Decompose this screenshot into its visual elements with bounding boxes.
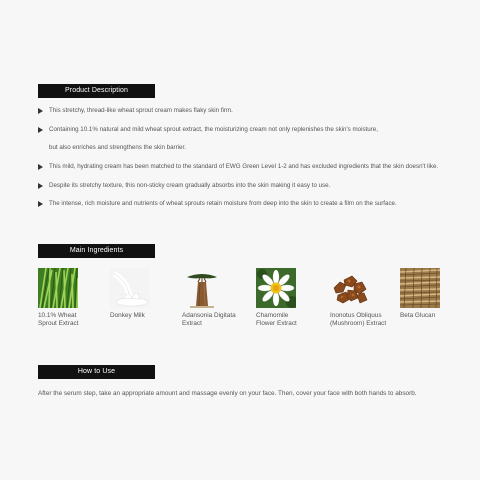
ingredient-list bbox=[38, 268, 478, 338]
description-bullet bbox=[38, 126, 378, 152]
bullet-text: Containing 10.1% natural and mild wheat sprout extract, the moisturizing cream not only replenishes the skin's moisture, bbox=[49, 126, 378, 133]
triangle-bullet-icon bbox=[38, 201, 43, 207]
ingredient-item bbox=[182, 268, 252, 328]
ingredient-item bbox=[400, 268, 470, 320]
bullet-text: The intense, rich moisture and nutrients of wheat sprouts retain moisture from deep into the skin to create a film on the surface. bbox=[49, 200, 397, 207]
wheat-sprout-icon bbox=[38, 268, 78, 308]
triangle-bullet-icon bbox=[38, 108, 43, 114]
ingredient-name: Beta Glucan bbox=[400, 312, 436, 319]
description-bullet bbox=[38, 163, 438, 171]
product-description-header: Product Description bbox=[38, 84, 155, 98]
how-to-use-header: How to Use bbox=[38, 365, 155, 379]
how-to-use-text: After the serum step, take an appropriate amount and massage evenly on your face. Then, cover your face with both hands to absorb. bbox=[38, 390, 417, 397]
ingredient-item bbox=[256, 268, 326, 328]
baobab-tree-icon bbox=[182, 268, 222, 308]
ingredient-item bbox=[110, 268, 180, 320]
ingredient-name: 10.1% Wheat Sprout Extract bbox=[38, 312, 79, 327]
milk-splash-icon bbox=[110, 268, 150, 308]
chaga-mushroom-icon bbox=[330, 268, 370, 308]
chamomile-flower-icon bbox=[256, 268, 296, 308]
bullet-text: This stretchy, thread-like wheat sprout cream makes flaky skin firm. bbox=[49, 107, 233, 114]
description-bullet bbox=[38, 200, 397, 208]
description-bullet bbox=[38, 107, 233, 115]
ingredient-name: Inonotus Obliquus (Mushroom) Extract bbox=[330, 312, 387, 327]
ingredient-item bbox=[38, 268, 108, 328]
ingredient-item bbox=[330, 268, 400, 328]
ingredient-name: Adansonia Digitata Extract bbox=[182, 312, 236, 327]
triangle-bullet-icon bbox=[38, 183, 43, 189]
oat-grain-icon bbox=[400, 268, 440, 308]
bullet-text: This mild, hydrating cream has been matched to the standard of EWG Green Level 1-2 and has excluded ingredients that the skin doesn't like. bbox=[49, 163, 439, 170]
triangle-bullet-icon bbox=[38, 164, 43, 170]
triangle-bullet-icon bbox=[38, 127, 43, 133]
ingredient-name: Chamomile Flower Extract bbox=[256, 312, 297, 327]
bullet-text-continued: but also enriches and strengthens the skin barrier. bbox=[49, 144, 186, 151]
bullet-text: Despite its stretchy texture, this non-sticky cream gradually absorbs into the skin making it easy to use. bbox=[49, 182, 331, 189]
main-ingredients-header: Main Ingredients bbox=[38, 244, 155, 258]
ingredient-name: Donkey Milk bbox=[110, 312, 145, 319]
description-bullet bbox=[38, 182, 330, 190]
